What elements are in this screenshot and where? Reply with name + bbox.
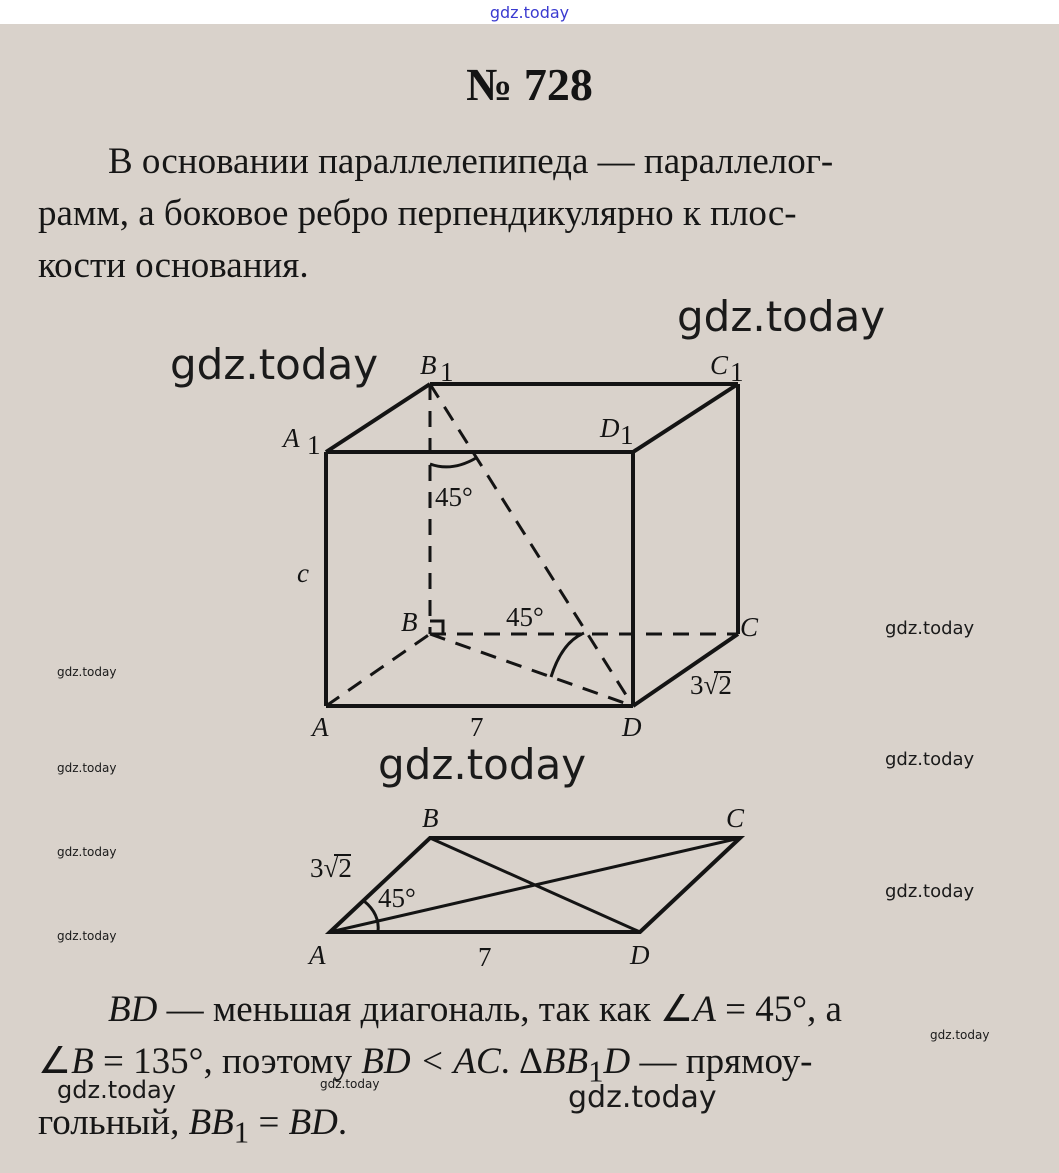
label-b1: B [420,350,437,380]
label-c: C [740,612,759,642]
edge-label-7: 7 [470,712,484,742]
label-c1-subscript: 1 [730,357,744,387]
watermark: gdz.today [378,740,587,789]
edge-d1-c1 [633,384,738,452]
watermark: gdz.today [57,1076,176,1104]
base-label-d: D [630,940,650,970]
watermark: gdz.today [57,665,117,679]
hidden-diagonal-b-d [430,634,633,706]
solution-line-1: BD — меньшая диагональ, так как ∠A = 45°, а [108,989,842,1030]
statement-line: кости основания. [38,245,309,286]
base-label-b: B [422,803,439,833]
edge-label-3root2: 3√2 [690,670,732,700]
label-a: A [312,712,329,742]
base-label-a: A [309,940,326,970]
right-angle-mark [430,621,443,634]
label-d: D [622,712,642,742]
label-c1: C [710,350,729,380]
edge-label-c: c [297,558,309,588]
watermark: gdz.today [57,761,117,775]
site-watermark-top: gdz.today [489,3,570,22]
angle-arc-top [430,458,476,467]
parallelepiped-labels [281,350,759,742]
edge-a1-b1 [326,384,430,452]
angle-label-bottom: 45° [506,602,544,632]
solution-line-3: гольный, $BB_1$ = BD. [38,1102,348,1150]
watermark: gdz.today [57,929,117,943]
base-side-label-3root2: 3√2 [310,853,352,883]
angle-label-top: 45° [435,482,473,512]
problem-number: № 728 [466,59,593,110]
label-a1: A [283,423,300,453]
angle-arc-a [364,901,378,932]
base-label-c: C [726,803,745,833]
watermark: gdz.today [885,749,975,770]
solution-text [38,984,1028,1159]
label-d1-subscript: 1 [620,420,634,450]
watermark: gdz.today [320,1077,380,1091]
label-b: B [401,607,418,637]
watermark: gdz.today [57,845,117,859]
parallelepiped-figure [326,384,738,706]
base-side-label-7: 7 [478,942,492,972]
watermark: gdz.today [885,618,975,639]
base-angle-label: 45° [378,883,416,913]
label-b1-subscript: 1 [440,357,454,387]
watermark: gdz.today [677,292,886,341]
angle-arc-bottom [551,633,584,677]
textbook-page [0,24,1059,1173]
watermark: gdz.today [885,881,975,902]
label-a1-subscript: 1 [307,430,321,460]
statement-line: рамм, а боковое ребро перпендикулярно к плос- [38,193,797,234]
watermark: gdz.today [930,1028,990,1042]
watermark: gdz.today [170,340,379,389]
solution-line-2: ∠B = 135°, поэтому BD < AC. $\Delta BB_1D$ — прямоу- [38,1041,813,1089]
statement-line: В основании параллелепипеда — параллелог- [108,141,834,182]
diagonal-bd [430,838,640,932]
label-d1: D [600,413,620,443]
watermark: gdz.today [568,1080,717,1115]
hidden-edge-a-b [326,634,430,706]
